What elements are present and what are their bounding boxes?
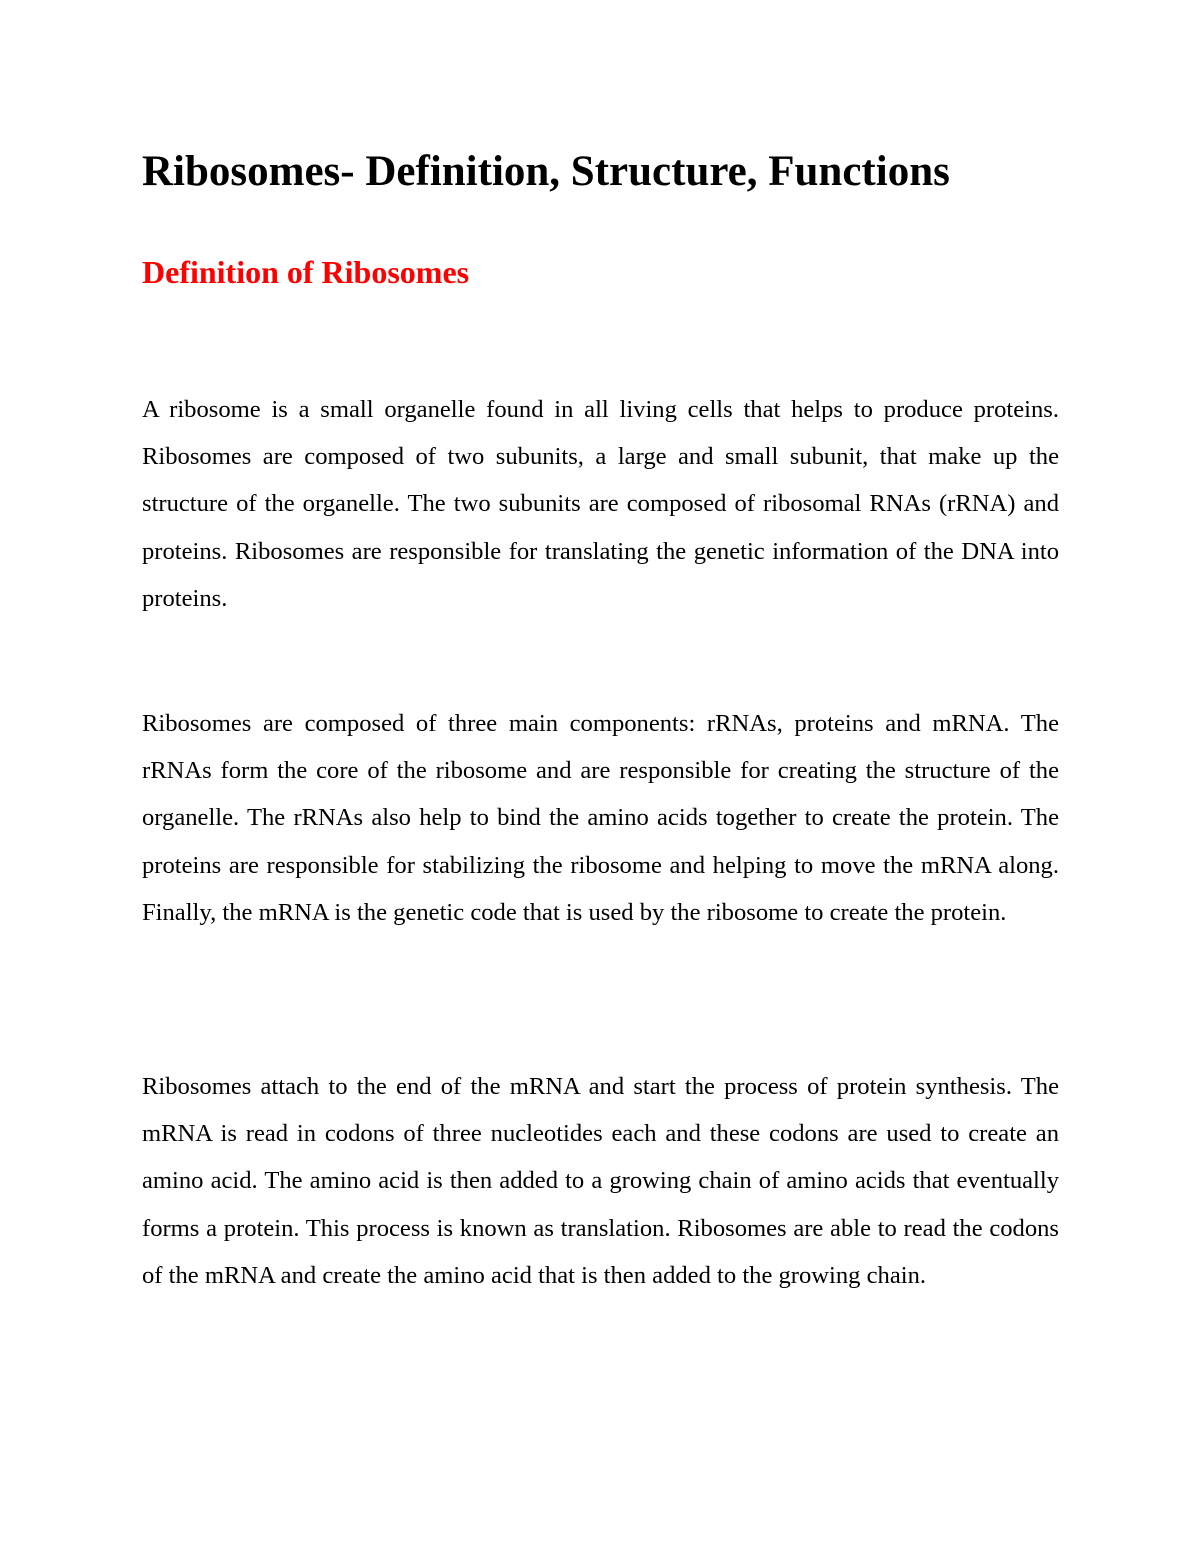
paragraph-components: Ribosomes are composed of three main components: rRNAs, proteins and mRNA. The rRNAs form the core of the ribosome and are responsible for creating the structure of the organelle. The rRNAs also help to bind the amino acids together to create the protein. The proteins are responsible for stabilizing the ribosome and helping to move the mRNA along. Finally, the mRNA is the genetic code that is used by the ribosome to create the protein. <box>142 710 1059 926</box>
document-title: Ribosomes- Definition, Structure, Functions <box>142 148 950 195</box>
paragraph-definition: A ribosome is a small organelle found in all living cells that helps to produce proteins. Ribosomes are composed of two subunits, a large and small subunit, that make up the structure of the organelle. The two subunits are composed of ribosomal RNAs (rRNA) and proteins. Ribosomes are responsible for translating the genetic information of the DNA into proteins. <box>142 396 1059 612</box>
paragraph-translation: Ribosomes attach to the end of the mRNA and start the process of protein synthesis. The mRNA is read in codons of three nucleotides each and these codons are used to create an amino acid. The amino acid is then added to a growing chain of amino acids that eventually forms a protein. This process is known as translation. Ribosomes are able to read the codons of the mRNA and create the amino acid that is then added to the growing chain. <box>142 1073 1059 1289</box>
section-heading: Definition of Ribosomes <box>142 254 470 290</box>
